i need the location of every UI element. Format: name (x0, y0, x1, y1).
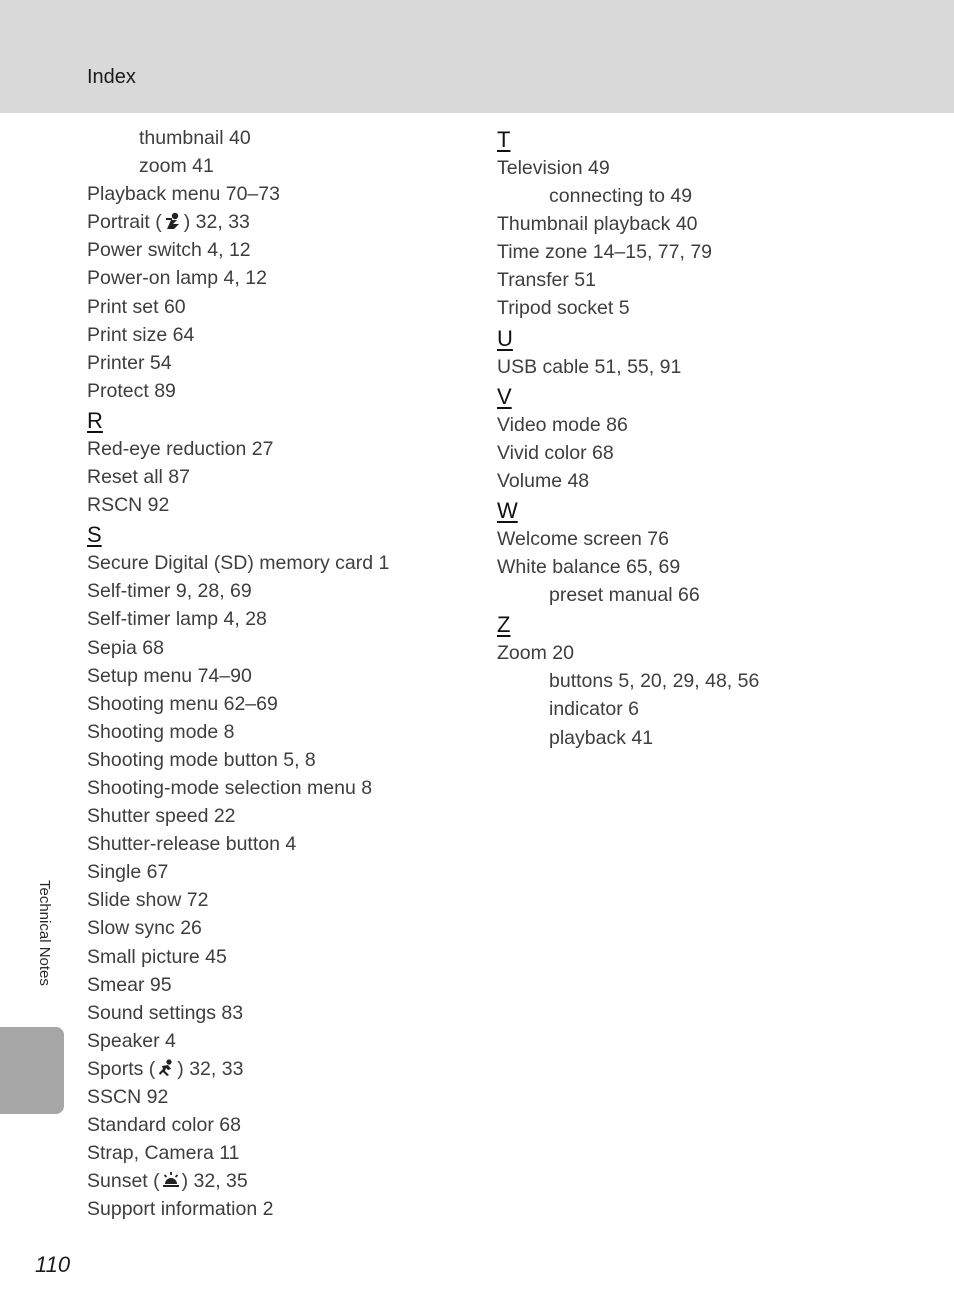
index-subentry: thumbnail 40 (139, 127, 251, 149)
index-entry: Tripod socket 5 (497, 297, 630, 320)
index-entry: Vivid color 68 (497, 441, 614, 464)
page-title: Index (87, 66, 136, 88)
index-entry-pages: ) 32, 33 (183, 211, 250, 234)
index-entry: Secure Digital (SD) memory card 1 (87, 552, 390, 575)
index-entry: Single 67 (87, 861, 169, 884)
section-tab-label: Technical Notes (36, 880, 53, 986)
index-entry: Slow sync 26 (87, 917, 202, 940)
index-entry: Power-on lamp 4, 12 (87, 267, 267, 290)
index-entry: Sound settings 83 (87, 1001, 244, 1024)
index-letter-heading: S (87, 522, 102, 548)
index-letter-heading: T (497, 127, 511, 152)
index-entry: Printer 54 (87, 351, 172, 374)
index-entry: Zoom 20 (497, 642, 574, 665)
index-entry: Shutter speed 22 (87, 805, 236, 828)
index-entry: Slide show 72 (87, 889, 209, 912)
index-entry: Self-timer 9, 28, 69 (87, 580, 252, 603)
index-entry: Strap, Camera 11 (87, 1142, 240, 1165)
index-entry: Shooting mode 8 (87, 720, 235, 743)
index-entry: Speaker 4 (87, 1029, 176, 1052)
index-entry: Thumbnail playback 40 (497, 213, 698, 236)
index-entry: Sepia 68 (87, 636, 164, 659)
index-entry: USB cable 51, 55, 91 (497, 355, 682, 378)
index-entry: Power switch 4, 12 (87, 239, 251, 262)
sunset-scene-icon (161, 1170, 181, 1190)
index-subentry: playback 41 (549, 726, 654, 749)
index-letter-heading: Z (497, 612, 511, 638)
index-entry: Red-eye reduction 27 (87, 437, 274, 460)
index-letter-heading: R (87, 407, 103, 433)
index-entry (87, 1055, 467, 1083)
index-entry: Self-timer lamp 4, 28 (87, 608, 267, 631)
index-entry: Volume 48 (497, 469, 590, 492)
index-entry: Print size 64 (87, 323, 195, 346)
index-subentry: preset manual 66 (549, 584, 700, 607)
index-entry: Protect 89 (87, 379, 176, 402)
index-entry (87, 1167, 467, 1195)
index-entry: Time zone 14–15, 77, 79 (497, 241, 713, 264)
index-subentry: connecting to 49 (549, 185, 693, 208)
index-entry: White balance 65, 69 (497, 556, 681, 579)
index-entry: Support information 2 (87, 1198, 274, 1221)
index-entry: Shooting-mode selection menu 8 (87, 776, 373, 799)
index-entry: Small picture 45 (87, 945, 227, 968)
index-entry-pages: ) 32, 33 (177, 1057, 244, 1080)
index-entry: Welcome screen 76 (497, 527, 669, 550)
index-letter-heading: V (497, 383, 512, 409)
index-letter-heading: U (497, 325, 513, 351)
index-entry: RSCN 92 (87, 494, 170, 517)
index-entry: Television 49 (497, 157, 610, 179)
index-entry: Smear 95 (87, 973, 172, 996)
index-entry: Standard color 68 (87, 1114, 241, 1137)
index-entry: Setup menu 74–90 (87, 664, 252, 687)
portrait-scene-icon (163, 211, 183, 231)
index-letter-heading: W (497, 497, 518, 523)
section-tab (0, 1027, 64, 1114)
index-column-left (87, 124, 467, 1223)
header-band (0, 0, 954, 113)
index-entry: Shooting mode button 5, 8 (87, 748, 316, 771)
index-entry-pages: ) 32, 35 (181, 1170, 248, 1193)
index-entry: Print set 60 (87, 295, 186, 318)
index-subentry: indicator 6 (549, 698, 639, 721)
page-number: 110 (35, 1252, 71, 1277)
index-entry: Reset all 87 (87, 466, 190, 489)
index-column-right (497, 124, 917, 752)
index-entry: Playback menu 70–73 (87, 183, 280, 206)
index-entry: Shutter-release button 4 (87, 833, 297, 856)
index-entry-text: Sports ( (87, 1057, 156, 1080)
index-entry-text: Sunset ( (87, 1170, 160, 1193)
index-entry: SSCN 92 (87, 1086, 169, 1108)
index-entry: Shooting menu 62–69 (87, 692, 278, 715)
index-entry: Video mode 86 (497, 413, 628, 436)
index-entry: Transfer 51 (497, 269, 596, 292)
index-subentry: buttons 5, 20, 29, 48, 56 (549, 670, 760, 693)
sports-scene-icon (156, 1058, 176, 1078)
index-subentry: zoom 41 (139, 155, 214, 178)
index-entry (87, 208, 467, 236)
index-entry-text: Portrait ( (87, 211, 162, 234)
